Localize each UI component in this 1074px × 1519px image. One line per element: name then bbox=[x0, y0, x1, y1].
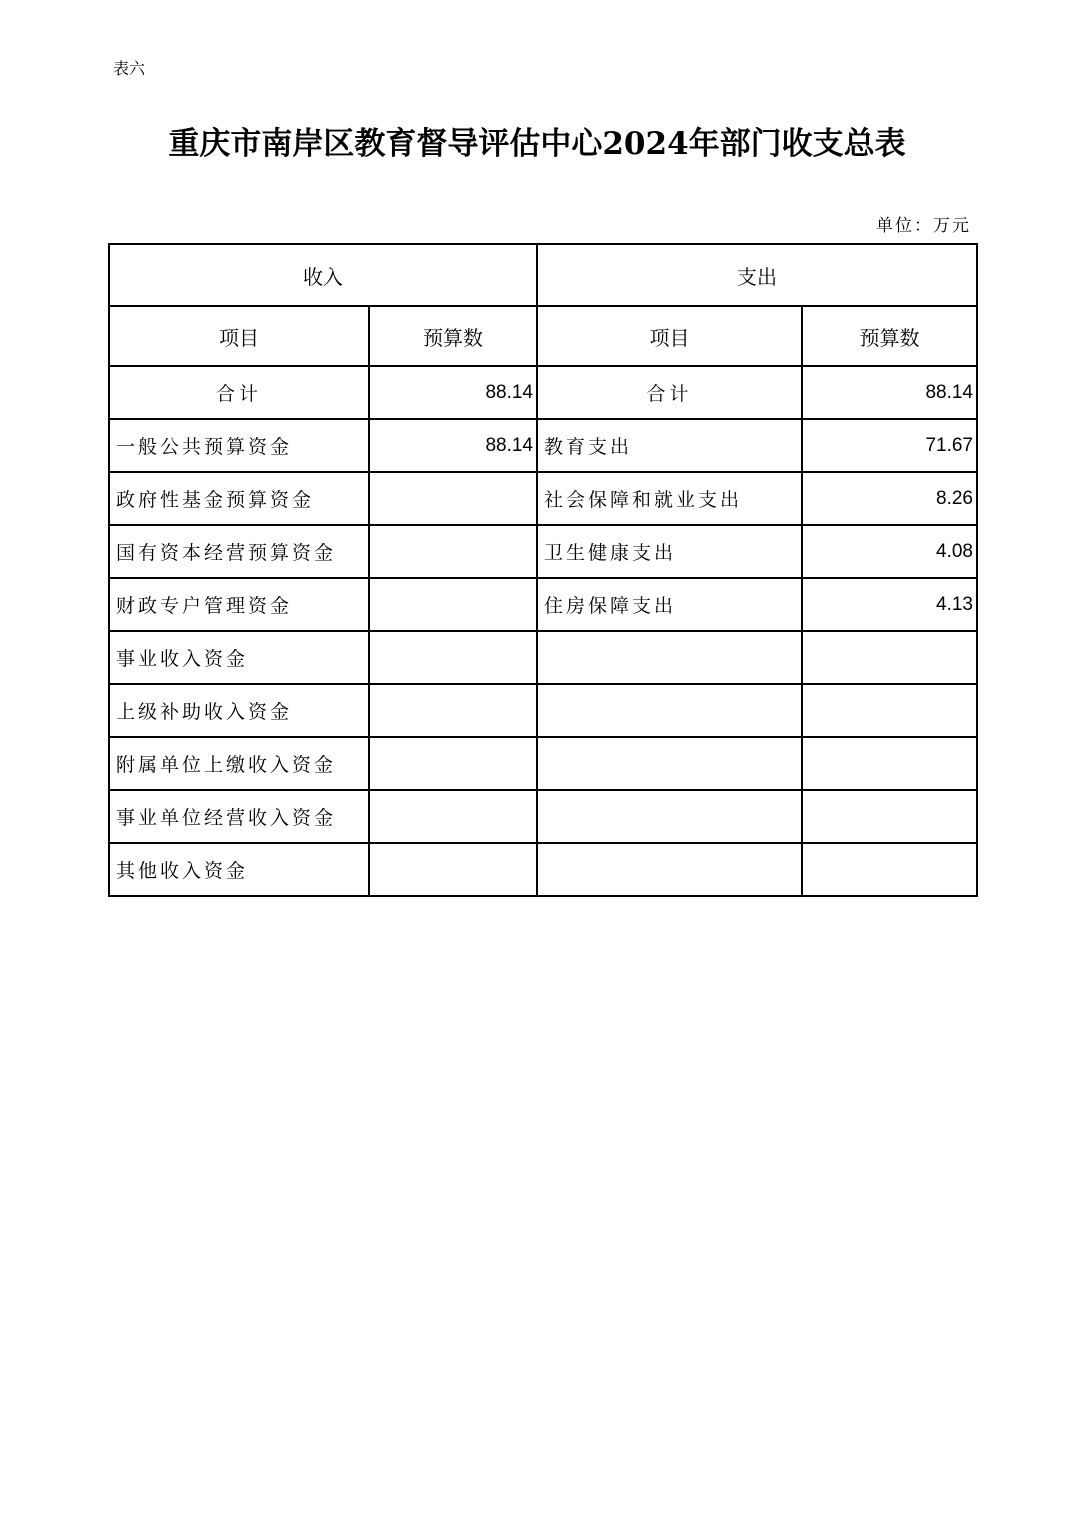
expense-value bbox=[802, 843, 977, 896]
income-total-label: 合计 bbox=[109, 366, 369, 419]
expense-total-value: 88.14 bbox=[802, 366, 977, 419]
expense-value bbox=[802, 684, 977, 737]
expense-item: 住房保障支出 bbox=[537, 578, 802, 631]
expense-item: 教育支出 bbox=[537, 419, 802, 472]
income-item: 一般公共预算资金 bbox=[109, 419, 369, 472]
income-item: 上级补助收入资金 bbox=[109, 684, 369, 737]
section-header-row bbox=[109, 244, 977, 306]
table-row bbox=[109, 790, 977, 843]
income-value bbox=[369, 684, 537, 737]
income-item: 事业收入资金 bbox=[109, 631, 369, 684]
table-row bbox=[109, 419, 977, 472]
income-total-value: 88.14 bbox=[369, 366, 537, 419]
expense-value bbox=[802, 631, 977, 684]
budget-table bbox=[108, 243, 978, 897]
col-income-item: 项目 bbox=[109, 306, 369, 366]
table-row bbox=[109, 472, 977, 525]
income-value bbox=[369, 790, 537, 843]
expense-value: 71.67 bbox=[802, 419, 977, 472]
table-label: 表六 bbox=[113, 59, 146, 78]
expense-total-label: 合计 bbox=[537, 366, 802, 419]
unit-label: 单位：万元 bbox=[876, 216, 971, 236]
income-value bbox=[369, 631, 537, 684]
expense-item: 社会保障和就业支出 bbox=[537, 472, 802, 525]
income-item: 其他收入资金 bbox=[109, 843, 369, 896]
income-item: 附属单位上缴收入资金 bbox=[109, 737, 369, 790]
income-item: 政府性基金预算资金 bbox=[109, 472, 369, 525]
income-value: 88.14 bbox=[369, 419, 537, 472]
expense-item: 卫生健康支出 bbox=[537, 525, 802, 578]
expense-value: 4.13 bbox=[802, 578, 977, 631]
col-expense-item: 项目 bbox=[537, 306, 802, 366]
expense-item bbox=[537, 790, 802, 843]
table-row bbox=[109, 525, 977, 578]
income-value bbox=[369, 578, 537, 631]
table-row bbox=[109, 843, 977, 896]
expense-item bbox=[537, 631, 802, 684]
income-value bbox=[369, 525, 537, 578]
expense-item bbox=[537, 684, 802, 737]
income-header: 收入 bbox=[109, 244, 537, 306]
income-value bbox=[369, 472, 537, 525]
expense-item bbox=[537, 843, 802, 896]
expense-value bbox=[802, 790, 977, 843]
total-row bbox=[109, 366, 977, 419]
income-item: 国有资本经营预算资金 bbox=[109, 525, 369, 578]
income-value bbox=[369, 843, 537, 896]
col-expense-budget: 预算数 bbox=[802, 306, 977, 366]
table-row bbox=[109, 578, 977, 631]
col-income-budget: 预算数 bbox=[369, 306, 537, 366]
expense-value: 4.08 bbox=[802, 525, 977, 578]
expense-value bbox=[802, 737, 977, 790]
table-row bbox=[109, 631, 977, 684]
income-item: 财政专户管理资金 bbox=[109, 578, 369, 631]
expense-header: 支出 bbox=[537, 244, 977, 306]
column-header-row bbox=[109, 306, 977, 366]
income-item: 事业单位经营收入资金 bbox=[109, 790, 369, 843]
page-title: 重庆市南岸区教育督导评估中心2024年部门收支总表 bbox=[168, 126, 906, 162]
table-row bbox=[109, 737, 977, 790]
income-value bbox=[369, 737, 537, 790]
expense-item bbox=[537, 737, 802, 790]
expense-value: 8.26 bbox=[802, 472, 977, 525]
table-row bbox=[109, 684, 977, 737]
